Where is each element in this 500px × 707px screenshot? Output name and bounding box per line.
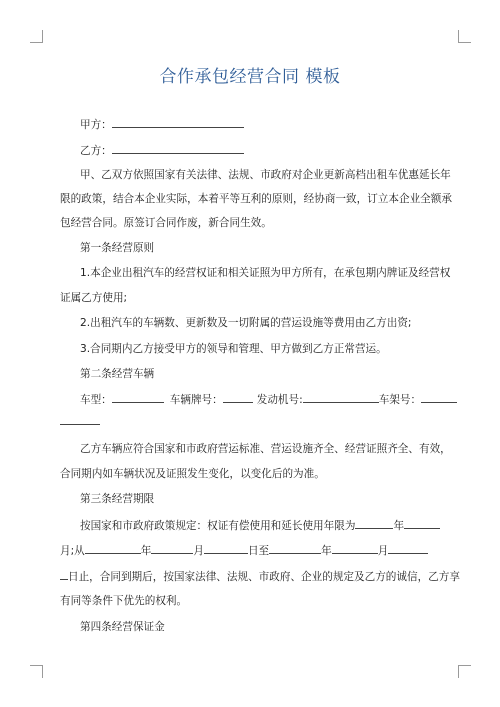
article-3-heading: 第三条经营期限: [80, 493, 155, 505]
term-line-2: [60, 543, 442, 558]
day-to-label: 日至: [247, 545, 270, 557]
year-label: 年: [393, 520, 405, 532]
article-1-item-1: 1.本企业出租汽车的经营权证和相关证照为甲方所有，在承包期内牌证及经营权: [80, 267, 451, 279]
party-a-blank[interactable]: [112, 117, 244, 128]
frame-no-blank[interactable]: [421, 392, 457, 403]
term-line-3: [60, 569, 460, 584]
plate-no-blank[interactable]: [223, 392, 253, 403]
month-label: 月: [377, 545, 389, 557]
page-corner-mark-bottom-left: [30, 665, 43, 678]
end-month-blank[interactable]: [332, 543, 378, 554]
article-2-para: 乙方车辆应符合国家和市政府营运标准、营运设施齐全、经营证照齐全、有效，: [80, 443, 451, 455]
engine-no-blank[interactable]: [303, 392, 379, 403]
preamble-line: 甲、乙双方依照国家有关法律、法规、市政府对企业更新高档出租车优惠延长年: [80, 169, 451, 181]
term-intro: 按国家和市政府政策规定：权证有偿使用和延长使用年限为: [80, 520, 356, 532]
page-corner-mark-bottom-right: [458, 665, 471, 678]
term-line-4: 有同等条件下优先的权利。: [60, 595, 188, 607]
vehicle-model-label: 车型：: [80, 394, 112, 406]
vehicle-model-blank[interactable]: [112, 392, 164, 403]
frame-no-label: 车架号：: [378, 394, 422, 406]
year-label: 年: [140, 545, 152, 557]
month-label: 月: [193, 545, 204, 557]
article-2-para: 合同期内如车辆状况及证照发生变化，以变化后的为准。: [60, 468, 325, 480]
start-year-blank[interactable]: [85, 543, 141, 554]
year-label: 年: [321, 545, 332, 557]
vehicle-info-line: [80, 392, 442, 407]
engine-no-label: 发动机号:: [256, 394, 303, 406]
party-b-blank[interactable]: [112, 143, 244, 154]
page-corner-mark-top-right: [458, 30, 471, 43]
party-b-label: 乙方：: [80, 145, 112, 157]
start-day-blank[interactable]: [204, 543, 248, 554]
article-1-item-2: 2.出租汽车的车辆数、更新数及一切附属的营运设施等费用由乙方出资;: [80, 317, 412, 329]
party-a-line: [80, 117, 442, 132]
frame-no-blank-cont-line: [60, 414, 442, 429]
preamble-line: 包经营合同。原签订合同作废，新合同生效。: [60, 217, 272, 229]
month-from-label: 月;从: [60, 545, 85, 557]
end-day-blank[interactable]: [388, 543, 428, 554]
preamble-line: 限的政策，结合本企业实际，本着平等互利的原则，经协商一致，订立本企业全额承: [60, 193, 452, 205]
plate-no-label: 车辆牌号：: [169, 394, 223, 406]
term-line-1: [80, 518, 442, 533]
term-months-blank[interactable]: [404, 518, 440, 529]
article-1-item-1-cont: 证属乙方使用;: [60, 292, 128, 304]
term-line-3-text: 日止，合同到期后，按国家法律、法规、市政府、企业的规定及乙方的诚信，乙方享: [68, 571, 460, 583]
end-year-blank[interactable]: [269, 543, 321, 554]
party-a-label: 甲方：: [80, 119, 112, 131]
article-2-heading: 第二条经营车辆: [80, 368, 155, 380]
article-1-heading: 第一条经营原则: [80, 242, 155, 254]
term-years-blank[interactable]: [355, 518, 393, 529]
frame-no-blank-cont[interactable]: [60, 414, 100, 425]
end-day-blank-cont[interactable]: [60, 569, 68, 580]
document-title: 合作承包经营合同 模板: [159, 67, 341, 87]
page-corner-mark-top-left: [30, 30, 43, 43]
start-month-blank[interactable]: [151, 543, 193, 554]
article-4-heading: 第四条经营保证金: [80, 621, 165, 633]
party-b-line: [80, 143, 442, 158]
article-1-item-3: 3.合同期内乙方接受甲方的领导和管理、甲方做到乙方正常营运。: [80, 343, 387, 355]
